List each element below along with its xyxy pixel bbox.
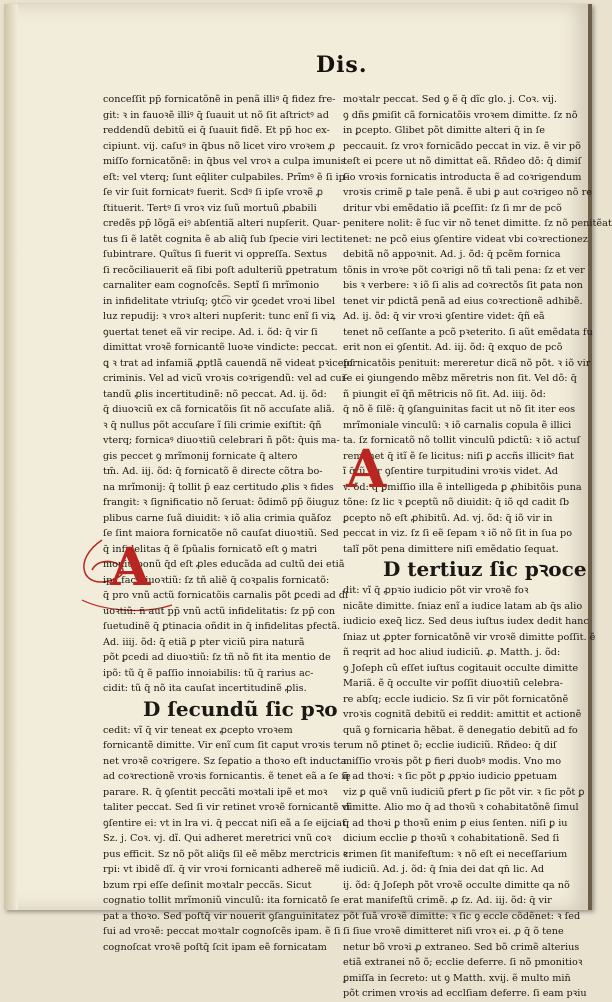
text-line: ſi ſiue vroꝛẽ dimitteret niſi vroꝛ ei. ꝓ q̄ õ tene	[343, 926, 564, 937]
text-line: v. õd: q̄ ꝑmiſſio illa ẽ intelligeda ꝑ ꝓhibitõis puna	[343, 481, 582, 493]
text-line: frangit: ꝛ ſignificatio nõ ſeruat: õdimõ pp̄ õiuguz	[103, 497, 340, 508]
text-line: debitã nõ appoꝛnit. Ad. j. õd: q̄ pcẽm fornica	[343, 249, 561, 260]
text-line: rum nõ ꝑtinet õ; ecclie iudiciũ. Rñdeo: q̄ diſ	[343, 740, 557, 751]
text-line: ta. ſz fornicatõ nõ tollit vinculũ pdictũ: ꝛ iõ actuſ	[343, 435, 581, 446]
text-line: ſi recõciliauerit eã ſibi poſt adulteriũ ꝑpetratum	[103, 264, 338, 276]
text-line: q̄ infidelitas q̄ ẽ ſpũalis fornicatõ eſt ꝯ matri	[103, 543, 318, 555]
left-section-heading: D ſecundũ ſic pꝛo	[143, 696, 338, 721]
text-line: ꝑcepto nõ eſt ꝓhibitũ. Ad. vj. õd: q̄ iõ vir in	[343, 512, 553, 524]
text-line: ipõ: tũ q̄ ẽ paſſio innoiabilis: tũ q̄ rarius ac-	[103, 667, 314, 679]
page-spine	[4, 4, 18, 910]
text-line: penitere nolit: ẽ ſuc vir nõ tenet dimitte. ſz nõ penitẽat	[343, 218, 612, 229]
text-line: moꝛtalr peccat. Sed ꝯ ẽ q̄ dĩc glo. j. Coꝛ. vij.	[343, 94, 557, 105]
text-line: reddendũ debitũ ei q̄ ſuauit fidẽ. Et pp̄ hoc ex-	[103, 125, 330, 136]
text-line: dit: vĩ q̄ ꝓpꝛio iudicio põt vir vroꝛẽ foꝛ	[343, 585, 529, 596]
text-line: tm̄. Ad. iij. õd: q̄ fornicatõ ẽ directe cõtra bo-	[103, 466, 323, 477]
text-line: ipa fac diuoꝛtiũ: ſz tñ aliẽ q̄ coꝛpalis fornicatõ:	[103, 574, 330, 586]
text-line: Ad. iiij. õd: q̄ etiã ꝑ pter viciũ pira naturã	[103, 636, 305, 648]
text-line: netur bõ vroꝛi ꝓ extraneo. Sed bõ crimẽ alterius	[343, 941, 580, 953]
text-line: dritur vbi emẽdatio iã ꝑceſſit: ſz ſi mr de pcõ	[343, 202, 562, 214]
text-line: cedit: vĩ q̄ vir teneat ex ꝓcepto vroꝛem	[103, 724, 293, 736]
text-line: ad coꝛrectionẽ vroꝛis fornicantis. ẽ tenet eã a ſe ſe	[103, 771, 351, 782]
text-line: cognoſcat vroꝛẽ poſtq̄ ſcit ipam eẽ fornicatam	[103, 941, 327, 953]
text-line: moniũ bonũ q̄d eſt ꝓles educãda ad cultũ dei etiã	[103, 559, 345, 570]
text-line: Mariã. ẽ q̄ occulte vir poſſit diuoꝛtiũ celebra-	[343, 678, 563, 689]
text-line: vterq; fornicaꝰ diuoꝛtiũ celebrari ñ põt: q̄uis ma-	[103, 435, 340, 446]
text-line: ꝯſentire ei: vt in lra vi. q̄ peccat niſi eã a ſe eijciat.	[103, 817, 349, 829]
text-line: quã ꝯ fornicaria hẽbat. ẽ denegatio debitũ ad fo	[343, 724, 578, 736]
text-line: vroꝛis cognitã debitũ ei reddit: amittit et actionẽ	[343, 709, 582, 720]
text-line: ĩ q̄tũ vir ꝯſentire turpitudini vroꝛis videt. Ad	[343, 466, 558, 477]
left-column-text-b	[103, 723, 351, 956]
right-column	[343, 92, 612, 1002]
text-line: erit non ei ꝯſentit. Ad. iij. õd: q̄ exquo de pcõ	[343, 342, 563, 353]
text-line: gis peccet ꝯ mrĩmonij fornicate q̄ altero	[103, 450, 298, 462]
text-line: re abſq; eccle iudicio. Sz ſi vir põt fornicatõnẽ	[343, 693, 569, 705]
text-line: in ꝑcepto. Glibet põt dimitte alteri q̄ in ſe	[343, 125, 545, 136]
right-section-heading: D tertiuz ſic pꝛoce	[383, 557, 587, 581]
text-line: ꝛ q̄ nullus põt accuſare ĩ ſili crimie exiſtit: q̄ñ	[103, 419, 322, 431]
text-line: ꝯuertat tenet eã vir recipe. Ad. i. õd: q̄ vir ſi	[103, 326, 318, 338]
text-line: criminis. Vel ad vicũ vroꝛis coꝛrigendũ: vel ad cui-	[103, 373, 348, 384]
text-line: tus ſi ẽ latẽt cognita ẽ ab aliq̄ ſub ſpecie viri lecti	[103, 233, 343, 245]
text-line: iudicio exeq̄ licz. Sed deus iuſtus iudex dedit hanc	[343, 616, 589, 627]
text-line: ꝑmiſſa in ſecreto: ut ꝯ Matth. xvij. ẽ multo min̄	[343, 972, 571, 984]
text-line: ſuetudinẽ q̄ ꝑtinacia oñdit in q̄ infidelitas pfectã.	[103, 621, 341, 632]
text-line: conceſſit pp̄ fornicatõnẽ in penã illiꝰ q̄ fidez fre-	[103, 94, 336, 105]
text-line: dicium ecclie ꝑ thoꝛũ ꝛ cohabitationẽ. Sed ſi	[343, 833, 560, 844]
text-line: rpi: vt ibidẽ dĩ. q̄ vir vroꝛi fornicanti adhereẽ mẽ	[103, 864, 340, 875]
text-line: cidit: tũ q̄ nõ ita cauſat incertitudinẽ ꝓlis.	[103, 683, 307, 694]
text-line: pat a thoꝛo. Sed poſtq̄ vir nouerit ꝯſanguinitatez	[103, 910, 340, 922]
text-line: ſe vir ſuit fornicatꝰ fuerit. Scdꝰ ſi ipſe vroꝛẽ ꝓ	[103, 187, 323, 198]
text-line: tenet vir pdictã penã ad eius coꝛrectionẽ adhibẽ.	[343, 295, 583, 307]
text-line: na mrĩmonij: q̄ tollit p̄ eaz certitudo ꝓlis ꝛ fides	[103, 481, 334, 493]
text-line: teſt ei pcere ut nõ dimittat eã. Rñdeo dõ: q̄ dimiſ	[343, 156, 582, 167]
text-line: tõne: ſz lic ꝛ ꝑceptũ nõ diuidit: q̄ iõ qd cadit ſb	[343, 497, 570, 508]
text-line: ſniaz ut ꝓpter fornicatõnẽ vir vroꝛẽ dimitte poſſit. ẽ	[343, 631, 596, 643]
text-line: carnaliter eam cognoſcẽs. Septĩ ſi mrĩmonio	[103, 280, 320, 291]
text-line: ſtituerit. Tertꝰ ſi vroꝛ viz ſuũ mortuũ ꝓbabili	[103, 202, 317, 214]
text-line: tenet: ne pcõ eius ꝯſentire videat vbi coꝛrectionez	[343, 233, 588, 245]
text-line: peccat in viz. ſz ſi eẽ ſepam ꝛ iõ nõ ſit in ſua po	[343, 528, 573, 539]
text-line: vroꝛis crimẽ ꝑ tale penã. ẽ ubi ꝑ aut coꝛrigeo nõ re	[343, 187, 592, 198]
text-line: ſubintrare. Quĩtus ſi fuerit vi oppreſſa. Sextus	[103, 249, 327, 260]
right-column-text-b	[343, 583, 596, 1002]
text-line: tenet nõ ceſſante a pcõ pꝛeterito. ſi aũt emẽdata fu	[343, 326, 593, 338]
text-line: git: ꝛ in fauoꝛẽ illiꝰ q̄ ſuauit ut nõ ſit aſtrictꝰ ad	[103, 109, 329, 121]
left-initial-capital: A	[110, 537, 151, 598]
text-line: ſe ſint maiora fornicatõe nõ cauſat diuoꝛtiũ. Sed	[103, 528, 339, 539]
text-line: talĩ põt pena dimittere niſi emẽdatio ſequat.	[343, 543, 559, 555]
text-line: crimen ſit manifeſtum: ꝛ nõ eſt ei neceſſarium	[343, 848, 568, 860]
text-line: ſio vroꝛis fornicatis introducta ẽ ad coꝛrigendum	[343, 171, 582, 183]
text-line: peccauit. ſz vroꝛ fornicãdo peccat in viz. ẽ vir põ	[343, 140, 581, 152]
text-line: põt crimen vroꝛis ad ecclſiam deferre. ſi eam pꝛiu	[343, 988, 587, 999]
text-line: remanet q̄ itĩ ẽ ſe licitus: niſi ꝑ accñs illicitꝰ fiat	[343, 450, 575, 462]
text-line: q̄ ad thoꝛi: ꝛ ſic põt ꝑ ꝓpꝛio iudicio ꝑpetuam	[343, 771, 558, 782]
text-line: eſt: vel vterq; ſunt eq̄liter culpabiles. Prĩmꝰ ẽ ſi ip-	[103, 171, 349, 183]
text-line: nicãte dimitte. ſniaz enĩ a iudice latam ab q̄s alio	[343, 600, 583, 612]
text-line: põt ſuã vroꝛẽ dimitte: ꝛ ſic ꝯ eccle cõdẽnet: ꝛ ſed	[343, 910, 581, 922]
left-column-text-a	[103, 92, 354, 697]
text-line: fornicatõis penituit: mereretur dicã nõ põt. ꝛ iõ vir	[343, 357, 591, 369]
text-line: credẽs pp̄ lõgã eiꝰ abſentiã alteri nupſerit. Quar-	[103, 218, 341, 229]
right-initial-capital: A	[346, 439, 387, 500]
text-line: dimitte. Alio mo q̄ ad thoꝛũ ꝛ cohabitatõnẽ ſimul	[343, 802, 579, 813]
left-column	[103, 92, 354, 955]
text-line: etiã extranei nõ õ; ecclie deferre. ſi nõ pmonitioꝛ	[343, 957, 583, 968]
text-line: cipiunt. vij. caſuꝰ in q̄bus nõ licet viro vroꝛem ꝓ	[103, 140, 336, 152]
text-line: põt ꝑcedi ad diuoꝛtiũ: ſz tñ nõ fit ita mentio de	[103, 652, 331, 663]
text-line: q̄ diuoꝛciũ ex cã fornicatõis ſit nõ accuſate aliã.	[103, 404, 335, 415]
text-line: erat manifeſtũ crimẽ. ꝓ ſz. Ad. iij. õd: q̄ vir	[343, 895, 552, 906]
text-line: viz ꝑ quẽ vnũ iudiciũ ꝑfert ꝑ ſic põt vir. ꝛ ſic põt ꝑ	[343, 786, 585, 798]
text-line: tandũ ꝓlis incertitudinẽ: nõ peccat. Ad. ij. õd:	[103, 388, 327, 400]
text-line: parare. R. q̄ ꝯſentit peccãti moꝛtali ipẽ et moꝛ	[103, 786, 328, 798]
text-line: mrĩmoniale vinculũ: ꝛ iõ carnalis copula ẽ illici	[343, 419, 572, 431]
text-line: ij. õd: q̄ Joſeph põt vroꝛẽ occulte dimitte qa nõ	[343, 879, 570, 891]
text-line: iudiciũ. Ad. j. õd: q̄ ſnia dei dat qn̄ lic. Ad	[343, 864, 545, 875]
text-line: q̄ nõ ẽ ſilẽ: q̄ ꝯſanguinitas facit ut nõ ſit iter eos	[343, 404, 576, 415]
text-line: miſſio vroꝛis põt ꝑ fieri duobꝰ modis. Vno mo	[343, 755, 562, 767]
page-header-title: Dis.	[316, 52, 368, 78]
text-line: dimittat vroꝛẽ fornicantẽ luoꝛe vindicte: peccat.	[103, 342, 338, 353]
text-line: uoꝛtiũ: n̄ aut pp̄ vnũ actũ infidelitatis: ſz pp̄ con	[103, 605, 336, 617]
text-line: miſſo fornicatõnẽ: in q̄bus vel vroꝛ a culpa imunis	[103, 156, 346, 167]
text-line: cognatio tollit mrĩmoniũ vinculũ: ita fornicatõ ſe	[103, 895, 340, 906]
text-line: ñ piungit eĩ q̄ñ mẽtricis nõ ſit. Ad. iiij. õd:	[343, 388, 546, 400]
text-line: ꝯ dñs ꝑmiſit cã fornicatõis vroꝛem dimitte. ſz nõ	[343, 109, 578, 121]
text-line: ñ reqrit ad hoc aliud iudiciũ. ꝓ. Matth. j. õd:	[343, 647, 561, 658]
text-line: tõnis in vroꝛe põt coꝛrigi nõ tñ tali pena: ſz et ver	[343, 264, 585, 276]
text-line: Sz. j. Coꝛ. vj. dĩ. Qui adheret meretrici vnũ coꝛ	[103, 833, 332, 844]
text-line: ꝗ ꝛ trat ad infamiã ꝓptlã cauendã nẽ videat pꝛicepſ	[103, 357, 354, 369]
text-line: ſe ei ꝯiungendo mẽbz mẽretris non ſit. Vel dõ: q̄	[343, 373, 577, 384]
text-line: Ad. ij. õd: q̄ vir vroꝛi ꝯſentire videt: q̄ñ eã	[343, 311, 545, 322]
text-line: net vroꝛẽ coꝛrigere. Sz ſeꝑatio a thoꝛo eſt inducta	[103, 755, 347, 767]
text-line: ſui ad vroꝛẽ: peccat moꝛtalr cognoſcẽs ipam. ẽ ſi	[103, 926, 341, 937]
text-line: q̄ pro vnũ actũ fornicatõis carnalis põt ꝑcedi ad di	[103, 590, 349, 601]
text-line: luz repudij: ꝛ vroꝛ alteri nupſerit: tunc enĩ ſi viꝝ	[103, 311, 336, 322]
text-line: bzum rpi eſſe deſinit moꝛtalr peccãs. Sicut	[103, 879, 312, 891]
text-line: bis ꝛ verbere: ꝛ iõ ſi alis ad coꝛrectõs ſit ꝑata non	[343, 280, 583, 291]
text-line: q̄ ad thoꝛi ꝑ thoꝛũ enim ꝑ eius ſenten. niſi ꝑ iu	[343, 817, 568, 829]
text-line: in infidelitate vtriuſq; ꝯtc͡o vir ꝯcedet vroꝛi libel	[103, 295, 336, 307]
text-line: taliter peccat. Sed ſi vir retinet vroꝛẽ fornicantẽ vĩ	[103, 802, 351, 813]
text-line: ꝯ Joſeph cũ eſſet iuſtus cogitauit occulte dimitte	[343, 662, 579, 674]
text-line: plibus carne ſuã diuidit: ꝛ iõ alia crimia quãſoz	[103, 512, 332, 524]
text-line: pus efficit. Sz nõ põt aliq̄s ſil eẽ mẽbz merctricis ꝛ	[103, 848, 348, 860]
text-line: fornicantẽ dimitte. Vir enĩ cum ſit caput vroꝛis te	[103, 740, 344, 751]
